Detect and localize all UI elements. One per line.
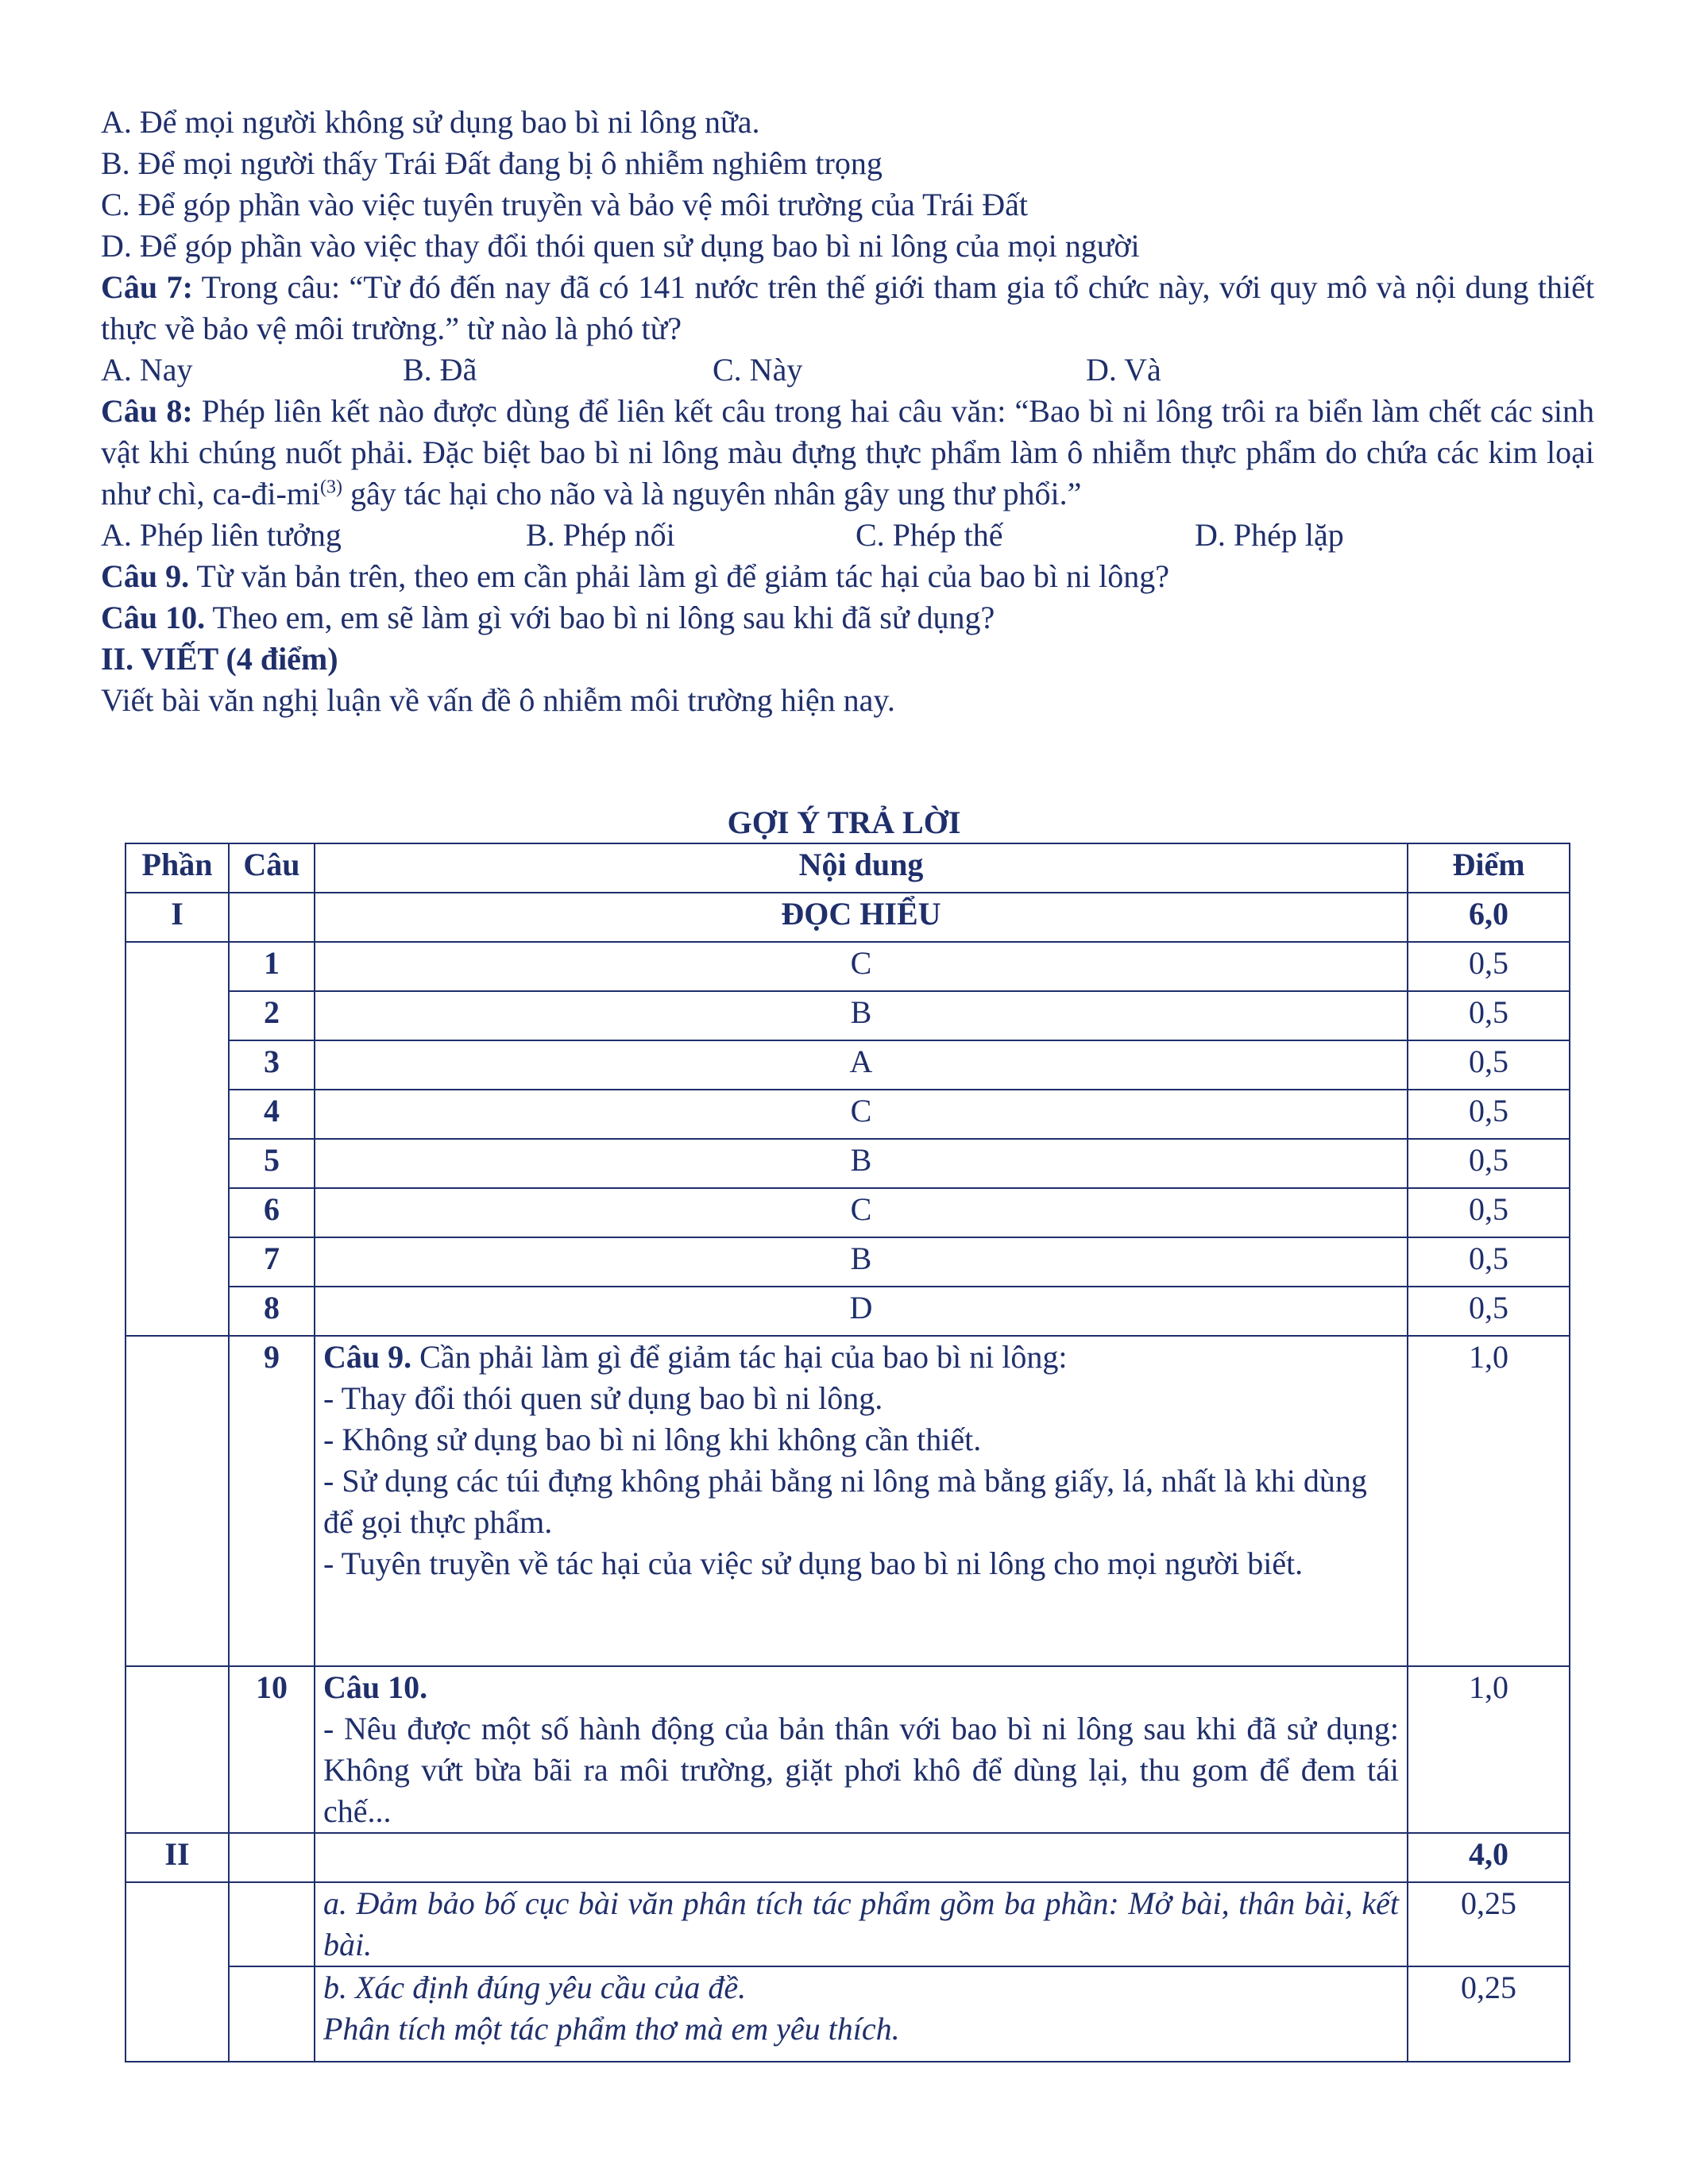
question-7 xyxy=(101,267,1594,349)
q10-label: Câu 10. xyxy=(101,600,206,635)
part-2-score: 4,0 xyxy=(1408,1833,1570,1882)
q8-option-b: B. Phép nối xyxy=(526,517,675,553)
q9-answer-content xyxy=(315,1336,1408,1666)
table-row xyxy=(126,1139,1570,1188)
criterion-b-score: 0,25 xyxy=(1408,1966,1570,2062)
q8-option-d: D. Phép lặp xyxy=(1195,517,1344,553)
q8-choices xyxy=(101,515,1594,556)
q7-option-a: A. Nay xyxy=(101,352,193,388)
q7-choices xyxy=(101,349,1594,391)
q9-number: 9 xyxy=(229,1336,315,1666)
q8-text-end: gây tác hại cho não và là nguyên nhân gây ung thư phổi.” xyxy=(342,476,1082,511)
mc-score: 0,5 xyxy=(1408,1188,1570,1237)
question-section xyxy=(101,102,1594,721)
part-1-label: I xyxy=(126,893,229,942)
mc-answer: B xyxy=(315,991,1408,1040)
answer-table xyxy=(125,843,1570,2062)
mc-answer: B xyxy=(315,1139,1408,1188)
q7-option-c: C. Này xyxy=(713,352,803,388)
q10-answer-label: Câu 10. xyxy=(323,1669,428,1705)
q9-score: 1,0 xyxy=(1408,1336,1570,1666)
mc-score: 0,5 xyxy=(1408,1139,1570,1188)
q9-answer-item: - Thay đổi thói quen sử dụng bao bì ni lông. xyxy=(323,1380,883,1416)
mc-score: 0,5 xyxy=(1408,942,1570,991)
table-row xyxy=(126,1237,1570,1287)
mc-score: 0,5 xyxy=(1408,991,1570,1040)
table-row-question-10 xyxy=(126,1666,1570,1833)
mc-score: 0,5 xyxy=(1408,1287,1570,1336)
mc-question: 3 xyxy=(229,1040,315,1090)
q7-label: Câu 7: xyxy=(101,269,193,305)
header-part: Phần xyxy=(126,843,229,893)
q8-text: Phép liên kết nào được dùng để liên kết câu trong hai câu văn: “Bao bì ni lông trôi ra biển làm chết các sinh vật khi chúng nuốt phải. Đặc biệt bao bì ni lông màu đựng thực phẩm làm ô nhiễm thực phẩm do chứa các kim loại như chì, ca-đi-mi xyxy=(101,393,1595,511)
table-row xyxy=(126,1090,1570,1139)
header-question: Câu xyxy=(229,843,315,893)
mc-answer: B xyxy=(315,1237,1408,1287)
answer-key-title: GỢI Ý TRẢ LỜI xyxy=(727,805,961,840)
q9-answer-label: Câu 9. xyxy=(323,1339,412,1375)
q10-answer-content xyxy=(315,1666,1408,1833)
mc-answer: C xyxy=(315,1188,1408,1237)
q10-number: 10 xyxy=(229,1666,315,1833)
q6-option-c: C. Để góp phần vào việc tuyên truyền và bảo vệ môi trường của Trái Đất xyxy=(101,187,1029,222)
q10-text: Theo em, em sẽ làm gì với bao bì ni lông sau khi đã sử dụng? xyxy=(212,600,995,635)
mc-answer: D xyxy=(315,1287,1408,1336)
q9-answer-intro: Cần phải làm gì để giảm tác hại của bao bì ni lông: xyxy=(411,1339,1068,1375)
question-8 xyxy=(101,391,1594,515)
table-row-criterion-b xyxy=(126,1966,1570,2062)
mc-question: 5 xyxy=(229,1139,315,1188)
part-1-row xyxy=(126,893,1570,942)
q7-option-b: B. Đã xyxy=(403,352,477,388)
mc-question: 4 xyxy=(229,1090,315,1139)
table-row xyxy=(126,1188,1570,1237)
part-2-label: II xyxy=(126,1833,229,1882)
table-row xyxy=(126,1040,1570,1090)
criterion-b-line2: Phân tích một tác phẩm thơ mà em yêu thích. xyxy=(323,2011,900,2047)
q7-option-d: D. Và xyxy=(1086,352,1161,388)
mc-score: 0,5 xyxy=(1408,1040,1570,1090)
q9-answer-item: - Sử dụng các túi đựng không phải bằng ni lông mà bằng giấy, lá, nhất là khi dùng để gọi thực phẩm. xyxy=(323,1463,1367,1540)
criterion-b-line1: b. Xác định đúng yêu cầu của đề. xyxy=(323,1970,747,2005)
q9-text: Từ văn bản trên, theo em cần phải làm gì để giảm tác hại của bao bì ni lông? xyxy=(196,558,1170,594)
part-1-title: ĐỌC HIỂU xyxy=(315,893,1408,942)
criterion-b-content xyxy=(315,1966,1408,2062)
mc-question: 7 xyxy=(229,1237,315,1287)
mc-score: 0,5 xyxy=(1408,1090,1570,1139)
header-content: Nội dung xyxy=(315,843,1408,893)
mc-question: 6 xyxy=(229,1188,315,1237)
part-2-row xyxy=(126,1833,1570,1882)
mc-question: 1 xyxy=(229,942,315,991)
table-row-question-9 xyxy=(126,1336,1570,1666)
section-2-heading: II. VIẾT (4 điểm) xyxy=(101,641,338,677)
criterion-a-text: a. Đảm bảo bố cục bài văn phân tích tác phẩm gồm ba phần: Mở bài, thân bài, kết bài. xyxy=(315,1882,1408,1966)
part-1-score: 6,0 xyxy=(1408,893,1570,942)
q8-option-c: C. Phép thế xyxy=(856,517,1003,553)
q6-option-b: B. Để mọi người thấy Trái Đất đang bị ô nhiễm nghiêm trọng xyxy=(101,145,883,181)
q8-option-a: A. Phép liên tưởng xyxy=(101,517,342,553)
q9-answer-item: - Không sử dụng bao bì ni lông khi không cần thiết. xyxy=(323,1422,982,1457)
q10-score: 1,0 xyxy=(1408,1666,1570,1833)
q8-footnote-ref: (3) xyxy=(320,477,343,498)
table-row xyxy=(126,1287,1570,1336)
question-9 xyxy=(101,556,1594,597)
q9-label: Câu 9. xyxy=(101,558,190,594)
q7-text: Trong câu: “Từ đó đến nay đã có 141 nước trên thế giới tham gia tổ chức này, với quy mô và nội dung thiết thực về bảo vệ môi trường.” từ nào là phó từ? xyxy=(101,269,1595,346)
mc-answer: C xyxy=(315,1090,1408,1139)
mc-answer: A xyxy=(315,1040,1408,1090)
mc-question: 2 xyxy=(229,991,315,1040)
q9-answer-item: - Tuyên truyền về tác hại của việc sử dụng bao bì ni lông cho mọi người biết. xyxy=(323,1545,1304,1581)
criterion-a-score: 0,25 xyxy=(1408,1882,1570,1966)
mc-score: 0,5 xyxy=(1408,1237,1570,1287)
section-2-prompt: Viết bài văn nghị luận về vấn đề ô nhiễm môi trường hiện nay. xyxy=(101,682,895,718)
question-10 xyxy=(101,597,1594,639)
q10-answer-text: - Nêu được một số hành động của bản thân với bao bì ni lông sau khi đã sử dụng: Không vứt bừa bãi ra môi trường, giặt phơi khô để dùng lại, thu gom để đem tái chế... xyxy=(323,1711,1399,1829)
table-header-row xyxy=(126,843,1570,893)
q6-option-d: D. Để góp phần vào việc thay đổi thói quen sử dụng bao bì ni lông của mọi người xyxy=(101,228,1140,264)
table-row xyxy=(126,991,1570,1040)
table-row xyxy=(126,942,1570,991)
mc-answer: C xyxy=(315,942,1408,991)
header-score: Điểm xyxy=(1408,843,1570,893)
q6-option-a: A. Để mọi người không sử dụng bao bì ni lông nữa. xyxy=(101,104,760,140)
q8-label: Câu 8: xyxy=(101,393,193,429)
table-row-criterion-a xyxy=(126,1882,1570,1966)
mc-question: 8 xyxy=(229,1287,315,1336)
